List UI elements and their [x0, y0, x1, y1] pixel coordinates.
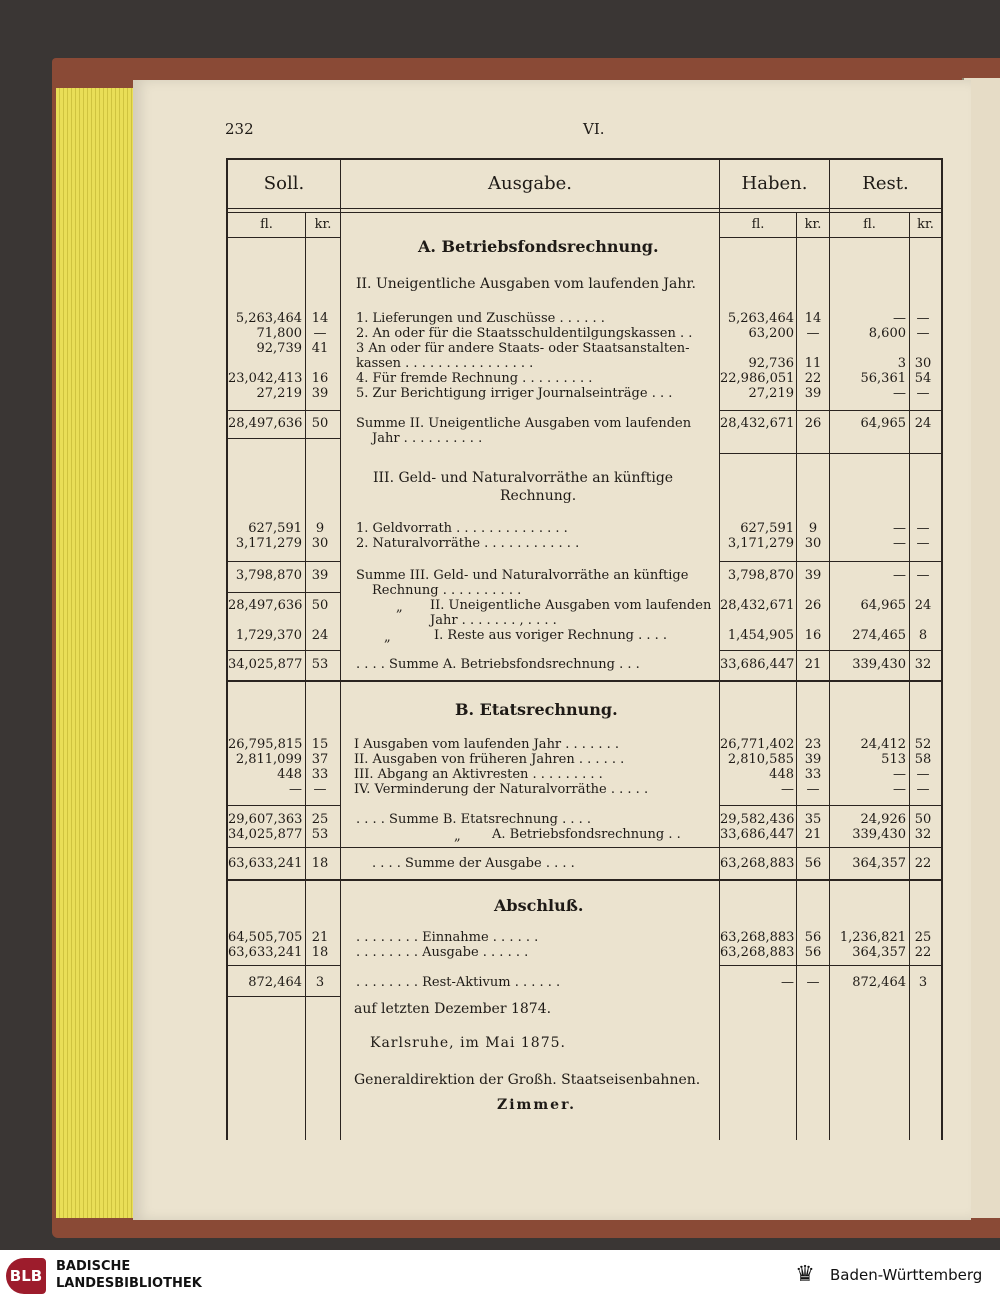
b-sum-b-haben-fl: 29,582,436	[720, 812, 795, 827]
header-haben: Haben.	[741, 173, 808, 194]
a-ii-row-3-text: 3 An oder für andere Staats- oder Staatsanstalten-	[356, 341, 690, 356]
a-sum-a-soll-kr: 53	[311, 657, 329, 672]
b-row-3-soll-fl: 448	[277, 767, 302, 782]
b-sum-total-rest-fl: 364,357	[852, 856, 906, 871]
header-ausgabe: Ausgabe.	[488, 173, 572, 194]
a-ii-row-6-soll-fl: 27,219	[256, 386, 302, 401]
rule-sum-iii-bottom	[226, 592, 341, 593]
a-ii-row-1-rest-kr: —	[916, 311, 930, 326]
a-ii-row-1-haben-kr: 14	[804, 311, 822, 326]
a-ii-row-5-haben-fl: 22,986,051	[720, 371, 795, 386]
a-ii-row-6-haben-kr: 39	[804, 386, 822, 401]
a-ii-row-6-rest-fl: —	[893, 386, 906, 401]
b-row-2-soll-kr: 37	[311, 752, 329, 767]
a-iii-row-1-soll-fl: 627,591	[248, 521, 302, 536]
b-row-3-text: III. Abgang an Aktivresten . . . . . . . . .	[354, 767, 603, 782]
a-ii-row-4-rest-kr: 30	[914, 356, 932, 371]
abschluss-einnahme-text: . . . . . . . . Einnahme . . . . . .	[356, 930, 539, 945]
a-ii-row-5-rest-kr: 54	[914, 371, 932, 386]
a-ii-row-2-text: 2. An oder für die Staatsschuldentilgungskassen . .	[356, 326, 693, 341]
a-iii-row-1-haben-kr: 9	[808, 521, 818, 536]
a-ii-row-6-haben-fl: 27,219	[748, 386, 794, 401]
header-rule-2	[226, 212, 942, 213]
b-sum-total-haben-kr: 56	[804, 856, 822, 871]
a-ii-row-5-haben-kr: 22	[804, 371, 822, 386]
a-ii-row-5-soll-kr: 16	[311, 371, 329, 386]
b-row-2-rest-fl: 513	[881, 752, 906, 767]
a-sum-i-text: I. Reste aus voriger Rechnung . . . .	[434, 628, 668, 643]
a-sum-a-rest-fl: 339,430	[852, 657, 906, 672]
a-iii-row-2-text: 2. Naturalvorräthe . . . . . . . . . . . .	[356, 536, 580, 551]
a-iii-row-2-haben-kr: 30	[804, 536, 822, 551]
a-sum-i-rest-kr: 8	[918, 628, 928, 643]
b-row-1-haben-kr: 23	[804, 737, 822, 752]
footer-bar	[0, 1250, 1000, 1300]
abschluss-einnahme-rest-fl: 1,236,821	[839, 930, 906, 945]
abschluss-einnahme-soll-kr: 21	[311, 930, 329, 945]
a-sum-i-soll-kr: 24	[311, 628, 329, 643]
a-ii-row-1-rest-fl: —	[893, 311, 906, 326]
a-sum-iii-text-cont: Rechnung . . . . . . . . . .	[372, 583, 522, 598]
abschluss-ausgabe-rest-fl: 364,357	[852, 945, 906, 960]
table-top-rule	[226, 158, 942, 160]
a-iii-row-2-soll-fl: 3,171,279	[235, 536, 302, 551]
b-sum-total-rest-kr: 22	[914, 856, 932, 871]
ausgabe-divider	[719, 158, 720, 1140]
b-row-2-soll-fl: 2,811,099	[235, 752, 302, 767]
a-iii-row-2-haben-fl: 3,171,279	[727, 536, 794, 551]
closing-place: Karlsruhe, im Mai 1875.	[370, 1035, 566, 1051]
b-row-1-soll-fl: 26,795,815	[228, 737, 303, 752]
a-sum-ii-text: Summe II. Uneigentliche Ausgaben vom laufenden	[356, 416, 692, 431]
b-row-4-haben-fl: —	[781, 782, 794, 797]
section-a-sub-iii-line1: III. Geld- und Naturalvorräthe an künftige	[373, 470, 674, 486]
b-row-4-haben-kr: —	[806, 782, 820, 797]
b-row-1-rest-kr: 52	[914, 737, 932, 752]
a-iii-row-1-rest-fl: —	[893, 521, 906, 536]
unit-soll-fl: fl.	[260, 217, 273, 232]
abschluss-title: Abschluß.	[494, 896, 584, 915]
b-row-2-rest-kr: 58	[914, 752, 932, 767]
closing-date: auf letzten Dezember 1874.	[354, 1001, 552, 1017]
b-row-4-soll-fl: —	[289, 782, 302, 797]
a-ii-row-1-haben-fl: 5,263,464	[727, 311, 794, 326]
a-sum-ii-rest-kr: 24	[914, 416, 932, 431]
a-iii-row-2-soll-kr: 30	[311, 536, 329, 551]
abschluss-ausgabe-soll-kr: 18	[311, 945, 329, 960]
abschluss-rest-text: . . . . . . . . Rest-Aktivum . . . . . .	[356, 975, 561, 990]
a-sum-i-ditto: „	[384, 630, 391, 645]
b-sum-b-soll-kr: 25	[311, 812, 329, 827]
closing-authority: Generaldirektion der Großh. Staatseisenbahnen.	[354, 1072, 701, 1088]
abschluss-rest-rest-fl: 872,464	[852, 975, 906, 990]
abschluss-rest-rest-kr: 3	[918, 975, 928, 990]
b-sum-total-soll-fl: 63,633,241	[228, 856, 303, 871]
a-sum-iii-haben-fl: 3,798,870	[727, 568, 794, 583]
unit-haben-fl: fl.	[751, 217, 765, 232]
rule-sum-a-bottom	[226, 680, 942, 682]
b-row-3-soll-kr: 33	[311, 767, 329, 782]
b-sum-a-repeat-rest-fl: 339,430	[852, 827, 906, 842]
a-sum-ii-repeat-haben-kr: 26	[804, 598, 822, 613]
b-row-1-rest-fl: 24,412	[860, 737, 906, 752]
b-row-2-haben-kr: 39	[804, 752, 822, 767]
b-sum-a-repeat-soll-fl: 34,025,877	[228, 827, 303, 842]
b-row-1-text: I Ausgaben vom laufenden Jahr . . . . . . .	[354, 737, 620, 752]
rest-kr-divider	[909, 212, 910, 1140]
a-sum-a-haben-kr: 21	[804, 657, 822, 672]
unit-soll-kr: kr.	[314, 217, 332, 232]
rule-rest-bottom	[226, 996, 341, 997]
a-ii-row-4-haben-kr: 11	[804, 356, 822, 371]
rule-sum-b-top	[226, 805, 341, 806]
a-iii-row-2-rest-kr: —	[916, 536, 930, 551]
a-ii-row-2-rest-fl: 8,600	[868, 326, 906, 341]
a-iii-row-1-rest-kr: —	[916, 521, 930, 536]
a-sum-ii-repeat-haben-fl: 28,432,671	[720, 598, 795, 613]
b-row-4-text: IV. Verminderung der Naturalvorräthe . . . . .	[354, 782, 649, 797]
abschluss-rest-soll-kr: 3	[315, 975, 325, 990]
abschluss-ausgabe-text: . . . . . . . . Ausgabe . . . . . .	[356, 945, 529, 960]
b-sum-total-soll-kr: 18	[311, 856, 329, 871]
a-ii-row-2-haben-fl: 63,200	[748, 326, 794, 341]
soll-divider	[340, 158, 341, 1140]
b-row-4-rest-fl: —	[893, 782, 906, 797]
b-sum-b-rest-kr: 50	[914, 812, 932, 827]
a-sum-ii-soll-kr: 50	[311, 416, 329, 431]
header-rule	[226, 208, 942, 209]
rule-sum-a-top	[226, 650, 341, 651]
b-row-3-rest-fl: —	[893, 767, 906, 782]
abschluss-einnahme-soll-fl: 64,505,705	[228, 930, 303, 945]
a-sum-a-soll-fl: 34,025,877	[228, 657, 303, 672]
b-row-1-haben-fl: 26,771,402	[720, 737, 795, 752]
b-sum-b-haben-kr: 35	[804, 812, 822, 827]
a-ii-row-6-soll-kr: 39	[311, 386, 329, 401]
b-sum-total-text: . . . . Summe der Ausgabe . . . .	[372, 856, 575, 871]
a-ii-row-5-rest-fl: 56,361	[860, 371, 906, 386]
a-sum-ii-repeat-text: II. Uneigentliche Ausgaben vom laufenden	[430, 598, 712, 613]
table-left-border	[226, 158, 228, 1140]
a-ii-row-5-text: 4. Für fremde Rechnung . . . . . . . . .	[356, 371, 593, 386]
a-sum-iii-haben-kr: 39	[804, 568, 822, 583]
header-rest: Rest.	[862, 173, 909, 194]
b-sum-a-repeat-text: A. Betriebsfondsrechnung . .	[492, 827, 681, 842]
a-iii-row-1-text: 1. Geldvorrath . . . . . . . . . . . . . .	[356, 521, 568, 536]
a-sum-ii-repeat-rest-fl: 64,965	[860, 598, 906, 613]
a-ii-row-4-rest-fl: 3	[897, 356, 906, 371]
rule-sum-ii-top	[226, 410, 341, 411]
a-sum-ii-repeat-rest-kr: 24	[914, 598, 932, 613]
blb-name	[56, 1258, 202, 1292]
baden-wuerttemberg-label: Baden-Württemberg	[830, 1266, 983, 1284]
b-sum-b-rest-fl: 24,926	[860, 812, 906, 827]
rule-sum-b-top-right	[719, 805, 942, 806]
rule-sum-iii-top	[226, 561, 341, 562]
b-row-3-haben-kr: 33	[804, 767, 822, 782]
abschluss-rest-haben-fl: —	[781, 975, 794, 990]
haben-divider	[829, 158, 830, 1140]
a-sum-ii-repeat-ditto: „	[396, 600, 403, 615]
a-ii-row-1-soll-fl: 5,263,464	[235, 311, 302, 326]
b-sum-a-repeat-ditto: „	[454, 829, 461, 844]
a-sum-iii-text: Summe III. Geld- und Naturalvorräthe an künftige	[356, 568, 689, 583]
page-number: 232	[225, 120, 254, 138]
abschluss-einnahme-haben-fl: 63,268,883	[720, 930, 795, 945]
unit-rest-fl: fl.	[863, 217, 876, 232]
abschluss-ausgabe-haben-fl: 63,268,883	[720, 945, 795, 960]
rule-sum-a-top-right	[719, 650, 942, 651]
section-a-sub-iii-line2: Rechnung.	[500, 488, 577, 504]
a-ii-row-1-text: 1. Lieferungen und Zuschüsse . . . . . .	[356, 311, 605, 326]
a-ii-row-4-haben-fl: 92,736	[748, 356, 794, 371]
a-ii-row-6-text: 5. Zur Berichtigung irriger Journalseinträge . . .	[356, 386, 673, 401]
abschluss-einnahme-rest-kr: 25	[914, 930, 932, 945]
b-sum-a-repeat-rest-kr: 32	[914, 827, 932, 842]
b-sum-a-repeat-haben-fl: 33,686,447	[720, 827, 795, 842]
rule-sum-iii-top-right	[719, 561, 942, 562]
b-sum-b-soll-fl: 29,607,363	[228, 812, 303, 827]
a-sum-ii-haben-fl: 28,432,671	[720, 416, 795, 431]
a-ii-row-5-soll-fl: 23,042,413	[228, 371, 303, 386]
a-ii-row-6-rest-kr: —	[916, 386, 930, 401]
unit-haben-kr: kr.	[804, 217, 822, 232]
b-row-3-rest-kr: —	[916, 767, 930, 782]
b-row-4-soll-kr: —	[313, 782, 327, 797]
a-iii-row-2-rest-fl: —	[893, 536, 906, 551]
a-sum-iii-rest-kr: —	[916, 568, 930, 583]
b-sum-total-haben-fl: 63,268,883	[720, 856, 795, 871]
b-row-3-haben-fl: 448	[769, 767, 794, 782]
blb-logo: BLB	[6, 1258, 46, 1294]
unit-rule-soll	[226, 237, 340, 238]
a-ii-row-3-soll-kr: 41	[311, 341, 329, 356]
a-sum-i-haben-kr: 16	[804, 628, 822, 643]
unit-rest-kr: kr.	[917, 217, 934, 232]
rule-total-bottom	[226, 879, 942, 881]
section-b-title: B. Etatsrechnung.	[455, 700, 618, 719]
table-right-border	[941, 158, 943, 1140]
a-iii-row-1-soll-kr: 9	[315, 521, 325, 536]
closing-signature: Zimmer.	[497, 1097, 577, 1113]
blb-name-line2: LANDESBIBLIOTHEK	[56, 1276, 202, 1291]
a-sum-i-soll-fl: 1,729,370	[235, 628, 302, 643]
rule-sum-ii-bottom	[226, 438, 341, 439]
a-ii-row-2-soll-kr: —	[313, 326, 327, 341]
b-sum-a-repeat-soll-kr: 53	[311, 827, 329, 842]
abschluss-rest-haben-kr: —	[806, 975, 820, 990]
a-sum-ii-repeat-text-cont: Jahr . . . . . . . , . . . .	[430, 613, 557, 628]
rule-rest-top	[226, 965, 341, 966]
a-iii-row-1-haben-fl: 627,591	[740, 521, 794, 536]
abschluss-einnahme-haben-kr: 56	[804, 930, 822, 945]
haben-kr-divider	[796, 212, 797, 1140]
blb-name-line1: BADISCHE	[56, 1259, 131, 1274]
abschluss-ausgabe-rest-kr: 22	[914, 945, 932, 960]
baden-wuerttemberg-lions-icon: ♛	[795, 1262, 815, 1287]
a-sum-iii-soll-fl: 3,798,870	[235, 568, 302, 583]
rule-sum-ii-top-right	[719, 410, 942, 411]
b-sum-b-text: . . . . Summe B. Etatsrechnung . . . .	[356, 812, 592, 827]
chapter-heading: VI.	[583, 120, 605, 138]
a-sum-i-rest-fl: 274,465	[852, 628, 906, 643]
a-sum-ii-soll-fl: 28,497,636	[228, 416, 303, 431]
rule-rest-top-right	[719, 965, 942, 966]
a-ii-row-4-text: kassen . . . . . . . . . . . . . . . .	[356, 356, 534, 371]
abschluss-ausgabe-soll-fl: 63,633,241	[228, 945, 303, 960]
section-a-sub-ii: II. Uneigentliche Ausgaben vom laufenden Jahr.	[356, 276, 696, 292]
a-sum-a-haben-fl: 33,686,447	[720, 657, 795, 672]
rule-total-top	[226, 847, 942, 848]
b-row-2-haben-fl: 2,810,585	[727, 752, 794, 767]
a-sum-iii-rest-fl: —	[893, 568, 906, 583]
a-ii-row-2-rest-kr: —	[916, 326, 930, 341]
header-soll: Soll.	[263, 173, 305, 194]
section-a-title: A. Betriebsfondsrechnung.	[418, 237, 659, 256]
a-sum-a-rest-kr: 32	[914, 657, 932, 672]
a-sum-iii-soll-kr: 39	[311, 568, 329, 583]
b-row-4-rest-kr: —	[916, 782, 930, 797]
a-ii-row-3-soll-fl: 92,739	[256, 341, 302, 356]
a-sum-i-haben-fl: 1,454,905	[727, 628, 794, 643]
a-ii-row-1-soll-kr: 14	[311, 311, 329, 326]
a-sum-ii-haben-kr: 26	[804, 416, 822, 431]
a-sum-a-text: . . . . Summe A. Betriebsfondsrechnung . . .	[356, 657, 640, 672]
abschluss-rest-soll-fl: 872,464	[248, 975, 302, 990]
rule-sum-ii-bottom-right	[719, 453, 942, 454]
page-edges	[56, 88, 134, 1218]
a-sum-ii-rest-fl: 64,965	[860, 416, 906, 431]
b-sum-a-repeat-haben-kr: 21	[804, 827, 822, 842]
a-sum-ii-text-cont: Jahr . . . . . . . . . .	[372, 431, 483, 446]
a-sum-ii-repeat-soll-kr: 50	[311, 598, 329, 613]
a-ii-row-2-soll-fl: 71,800	[256, 326, 302, 341]
b-row-1-soll-kr: 15	[311, 737, 329, 752]
a-sum-ii-repeat-soll-fl: 28,497,636	[228, 598, 303, 613]
b-row-2-text: II. Ausgaben von früheren Jahren . . . . . .	[354, 752, 625, 767]
a-ii-row-2-haben-kr: —	[806, 326, 820, 341]
unit-rule-haben	[719, 237, 941, 238]
abschluss-ausgabe-haben-kr: 56	[804, 945, 822, 960]
